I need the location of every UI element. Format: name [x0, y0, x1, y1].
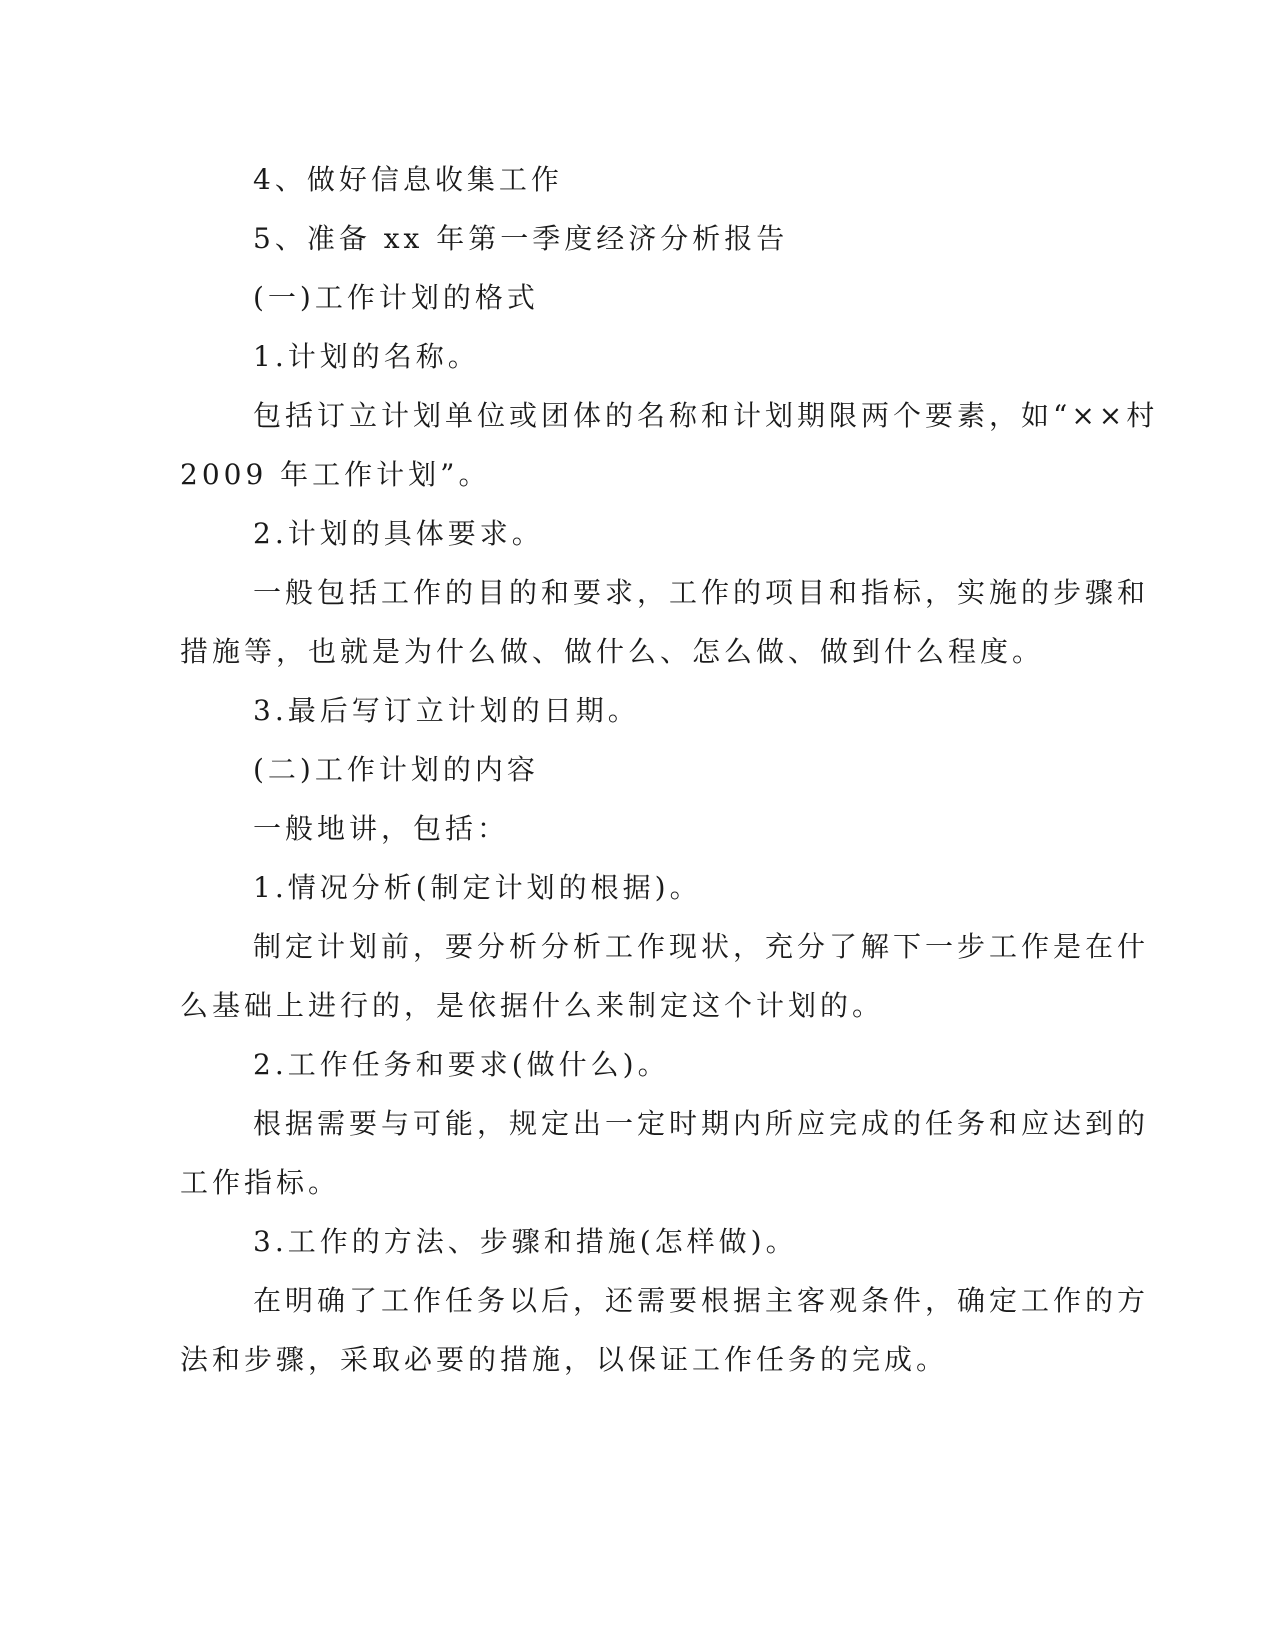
paragraph-line: 工作指标。 [180, 1166, 341, 1199]
paragraph-line: 制定计划前，要分析分析工作现状，充分了解下一步工作是在什 [253, 930, 1150, 963]
sub-heading-tasks: 2.工作任务和要求(做什么)。 [253, 1048, 670, 1081]
sub-heading-analysis: 1.情况分析(制定计划的根据)。 [253, 871, 702, 904]
paragraph-line: 2009 年工作计划”。 [180, 458, 491, 491]
paragraph-line: 在明确了工作任务以后，还需要根据主客观条件，确定工作的方 [253, 1284, 1150, 1317]
paragraph-line: 一般地讲，包括： [253, 812, 510, 845]
paragraph-line: 措施等，也就是为什么做、做什么、怎么做、做到什么程度。 [180, 635, 1045, 668]
paragraph-line: 法和步骤，采取必要的措施，以保证工作任务的完成。 [180, 1343, 949, 1376]
paragraph-line: 么基础上进行的，是依据什么来制定这个计划的。 [180, 989, 885, 1022]
section-heading-format: (一)工作计划的格式 [253, 281, 539, 314]
list-item-4: 4、做好信息收集工作 [253, 163, 563, 196]
paragraph-line: 根据需要与可能，规定出一定时期内所应完成的任务和应达到的 [253, 1107, 1150, 1140]
paragraph-line: 包括订立计划单位或团体的名称和计划期限两个要素，如“××村 [253, 399, 1159, 432]
list-item-5: 5、准备 xx 年第一季度经济分析报告 [253, 222, 789, 255]
sub-heading-date: 3.最后写订立计划的日期。 [253, 694, 640, 727]
sub-heading-requirements: 2.计划的具体要求。 [253, 517, 544, 550]
sub-heading-methods: 3.工作的方法、步骤和措施(怎样做)。 [253, 1225, 798, 1258]
paragraph-line: 一般包括工作的目的和要求，工作的项目和指标，实施的步骤和 [253, 576, 1150, 609]
sub-heading-plan-name: 1.计划的名称。 [253, 340, 480, 373]
section-heading-content: (二)工作计划的内容 [253, 753, 539, 786]
